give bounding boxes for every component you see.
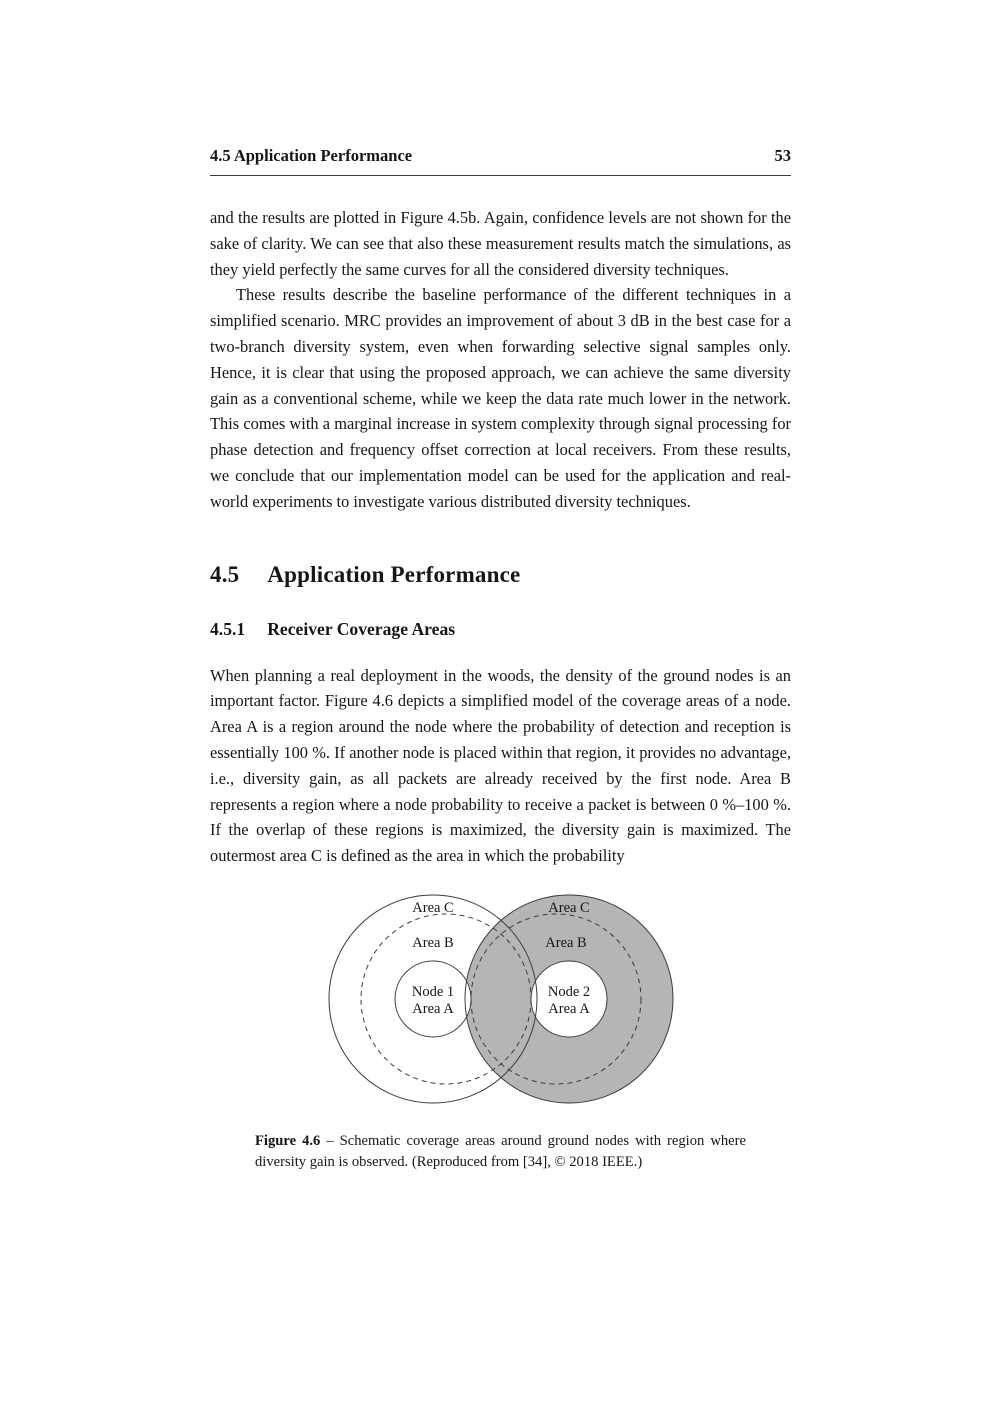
running-header	[210, 146, 791, 176]
page-content	[210, 146, 791, 1173]
header-section-title: 4.5 Application Performance	[210, 146, 413, 165]
section-number: 4.5	[210, 561, 240, 587]
area-b-label-left: Area B	[411, 934, 454, 951]
section-heading	[210, 562, 791, 588]
node1-area-a-label: Area A	[411, 1000, 454, 1017]
coverage-areas-diagram	[323, 889, 679, 1117]
paragraph-2: These results describe the baseline performance of the different techniques in a simplified scenario. MRC provides an improvement of about 3 dB in the best case for a two-branch diversity system, even when forwarding selective signal samples only. Hence, it is clear that using the proposed approach, we can achieve the same diversity gain as a conventional scheme, while we keep the data rate much lower in the network. This comes with a marginal increase in system complexity through signal processing for phase detection and frequency offset correction at local receivers. From these results, we conclude that our implementation model can be used for the application and real-world experiments to investigate various distributed diversity techniques.	[210, 285, 791, 511]
section-title: Application Performance	[267, 561, 521, 587]
node2-label: Node 2	[547, 983, 590, 1000]
figure-caption	[210, 1131, 791, 1173]
subsection-number: 4.5.1	[210, 618, 246, 639]
figure-4-6	[210, 889, 791, 1122]
subsection-title: Receiver Coverage Areas	[267, 618, 456, 639]
area-b-label-right: Area B	[544, 934, 587, 951]
area-c-label-left: Area C	[411, 899, 454, 916]
paragraph-1: and the results are plotted in Figure 4.5b. Again, confidence levels are not shown for the sake of clarity. We can see that also these measurement results match the simulations, as they yield perfectly the same curves for all the considered diversity techniques.	[210, 208, 791, 279]
figure-caption-text: – Schematic coverage areas around ground nodes with region where diversity gain is observed. (Reproduced from [34], © 2018 IEEE.)	[255, 1132, 746, 1170]
node1-label: Node 1	[411, 983, 454, 1000]
node2-area-a-label: Area A	[547, 1000, 590, 1017]
area-c-label-right: Area C	[547, 899, 590, 916]
paragraph-3: When planning a real deployment in the woods, the density of the ground nodes is an important factor. Figure 4.6 depicts a simplified model of the coverage areas of a node. Area A is a region around the node where the probability of detection and reception is essentially 100 %. If another node is placed within that region, it provides no advantage, i.e., diversity gain, as all packets are already received by the first node. Area B represents a region where a node probability to receive a packet is between 0 %–100 %. If the overlap of these regions is maximized, the diversity gain is maximized. The outermost area C is defined as the area in which the probability	[210, 665, 791, 866]
header-page-number: 53	[774, 146, 791, 165]
subsection-heading	[210, 619, 791, 640]
figure-caption-label: Figure 4.6	[255, 1132, 321, 1149]
